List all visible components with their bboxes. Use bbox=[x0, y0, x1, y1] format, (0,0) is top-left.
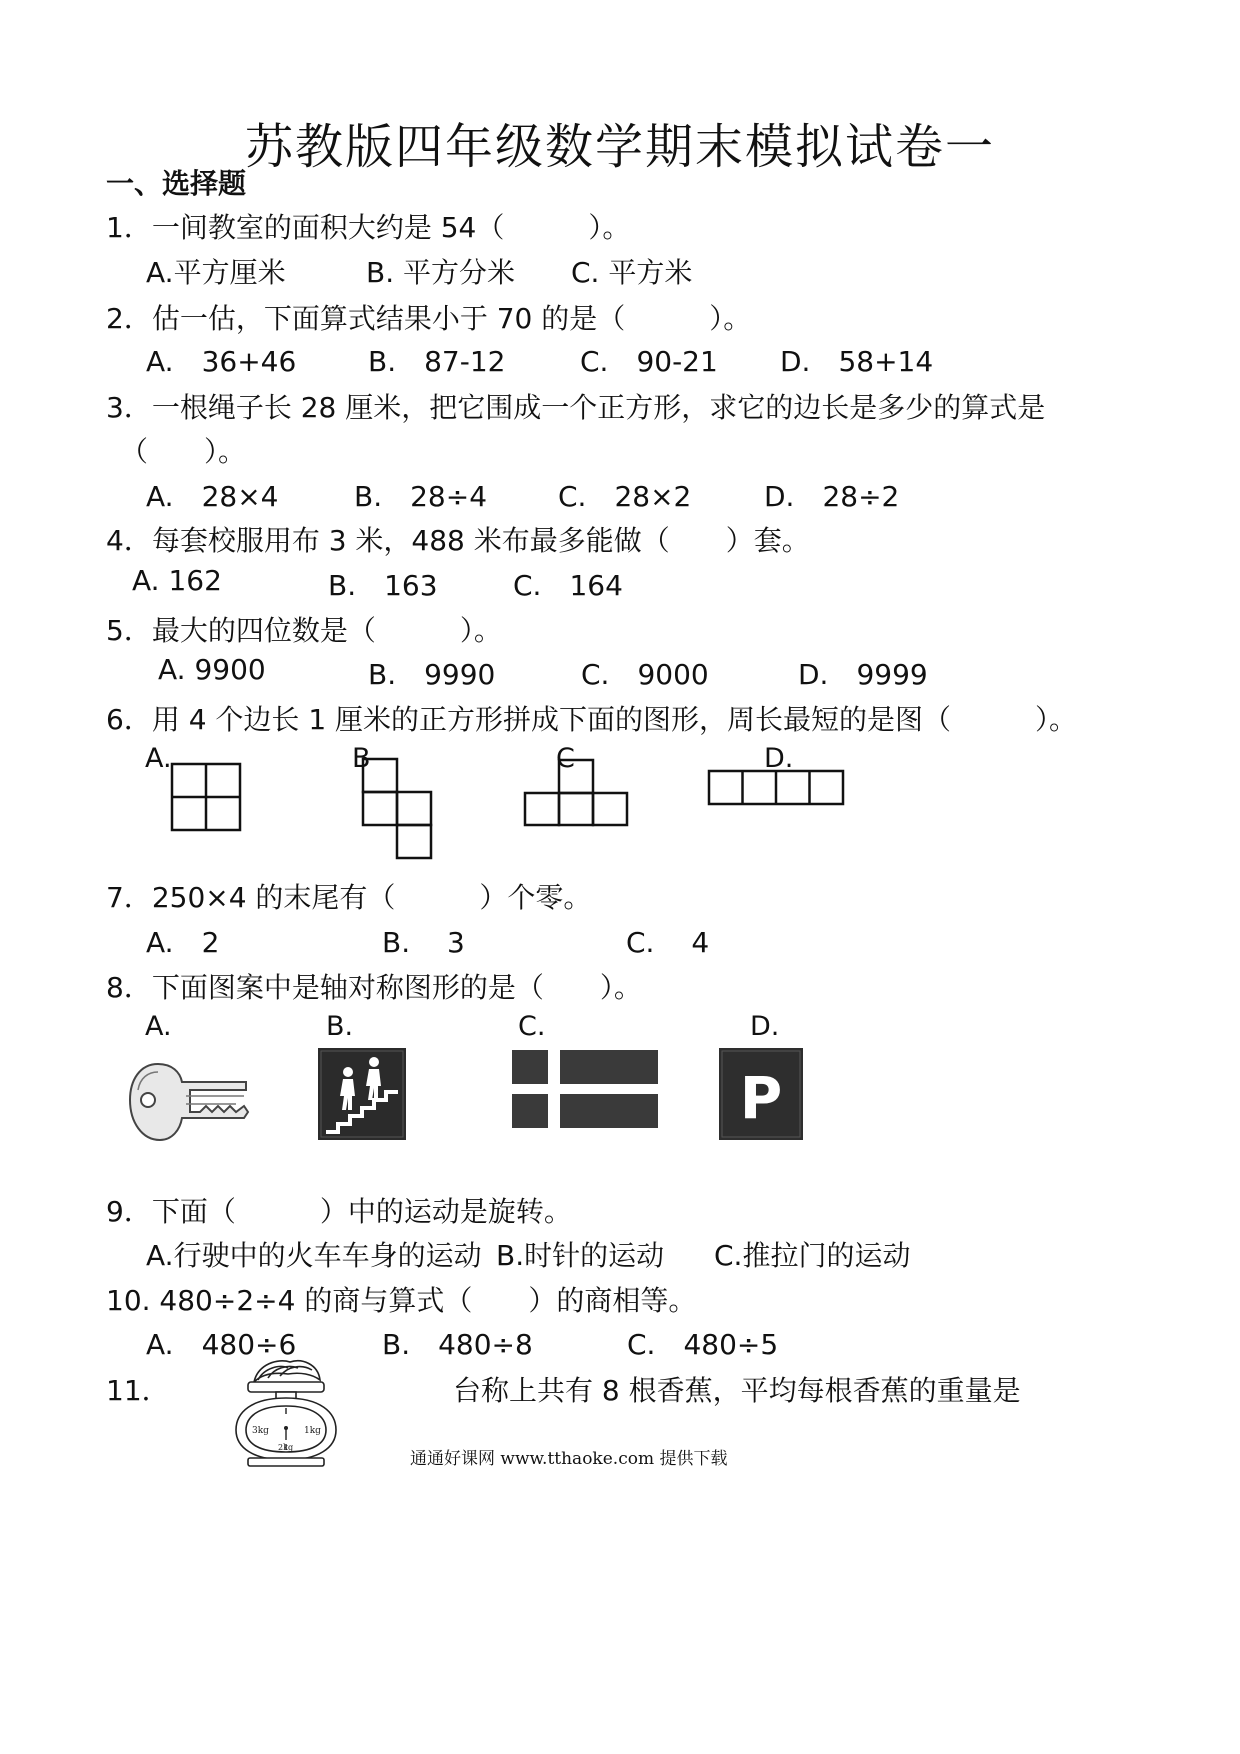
scale-with-bananas-icon bbox=[232, 1356, 340, 1468]
question-6-label-a: A. bbox=[145, 743, 172, 774]
question-8-label-c: C. bbox=[518, 1011, 546, 1042]
question-3-stem: 3．一根绳子长 28 厘米，把它围成一个正方形，求它的边长是多少的算式是 bbox=[106, 391, 1046, 424]
question-6-stem: 6．用 4 个边长 1 厘米的正方形拼成下面的图形，周长最短的是图（ ）。 bbox=[106, 703, 1078, 736]
scale-label-left: 3kg bbox=[252, 1426, 269, 1436]
question-3-option-a: A. 28×4 bbox=[146, 480, 279, 513]
question-2-option-b: B. 87-12 bbox=[368, 345, 506, 378]
question-2-stem: 2．估一估，下面算式结果小于 70 的是（ ）。 bbox=[106, 302, 752, 335]
question-4-option-c: C. 164 bbox=[513, 569, 623, 602]
question-10-option-c: C. 480÷5 bbox=[627, 1328, 779, 1361]
question-7-stem: 7．250×4 的末尾有（ ）个零。 bbox=[106, 881, 592, 914]
question-6-label-d: D. bbox=[764, 743, 794, 774]
question-4-option-a: A. 162 bbox=[132, 564, 222, 597]
section-heading: 一、选择题 bbox=[106, 167, 247, 200]
footer-source: 通通好课网 www.tthaoke.com 提供下载 bbox=[410, 1449, 728, 1469]
question-3-option-d: D. 28÷2 bbox=[764, 480, 900, 513]
shape-d-row-of-four bbox=[707, 769, 847, 807]
question-5-option-d: D. 9999 bbox=[798, 658, 928, 691]
question-7-option-c: C. 4 bbox=[626, 926, 710, 959]
question-3-option-b: B. 28÷4 bbox=[354, 480, 488, 513]
question-7-option-b: B. 3 bbox=[382, 926, 465, 959]
question-1-option-a: A.平方厘米 bbox=[146, 256, 286, 289]
flag-icon bbox=[510, 1048, 660, 1132]
question-11-stem: 台称上共有 8 根香蕉，平均每根香蕉的重量是 bbox=[453, 1374, 1021, 1407]
question-2-option-d: D. 58+14 bbox=[780, 345, 934, 378]
question-1-stem: 1．一间教室的面积大约是 54（ ）。 bbox=[106, 211, 631, 244]
question-10-option-b: B. 480÷8 bbox=[382, 1328, 533, 1361]
question-5-option-b: B. 9990 bbox=[368, 658, 496, 691]
question-8-label-b: B. bbox=[326, 1011, 354, 1042]
question-5-option-a: A. 9900 bbox=[158, 653, 266, 686]
question-9-option-a: A.行驶中的火车车身的运动 bbox=[146, 1239, 482, 1272]
question-9-option-c: C.推拉门的运动 bbox=[714, 1239, 911, 1272]
question-1-option-b: B. 平方分米 bbox=[366, 256, 516, 289]
scale-label-bottom: 2kg bbox=[278, 1443, 294, 1452]
question-5-option-c: C. 9000 bbox=[581, 658, 709, 691]
question-8-stem: 8．下面图案中是轴对称图形的是（ ）。 bbox=[106, 971, 642, 1004]
question-11-number: 11． bbox=[106, 1374, 170, 1407]
question-3-stem-cont: （ ）。 bbox=[120, 435, 247, 468]
page-title: 苏教版四年级数学期末模拟试卷一 bbox=[244, 119, 995, 175]
parking-sign-icon bbox=[719, 1048, 803, 1140]
question-2-option-c: C. 90-21 bbox=[580, 345, 718, 378]
question-1-option-c: C. 平方米 bbox=[571, 256, 693, 289]
parking-letter: P bbox=[739, 1064, 783, 1132]
question-8-label-a: A. bbox=[145, 1011, 172, 1042]
scale-label-right: 1kg bbox=[304, 1426, 321, 1436]
question-3-option-c: C. 28×2 bbox=[558, 480, 692, 513]
question-2-option-a: A. 36+46 bbox=[146, 345, 297, 378]
stairs-sign-icon bbox=[318, 1048, 406, 1140]
question-9-option-b: B.时针的运动 bbox=[496, 1239, 665, 1272]
question-6-label-b: B bbox=[352, 743, 371, 774]
question-9-stem: 9．下面（ ）中的运动是旋转。 bbox=[106, 1195, 572, 1228]
question-7-option-a: A. 2 bbox=[146, 926, 220, 959]
question-6-label-c: C bbox=[556, 743, 575, 774]
question-4-stem: 4．每套校服用布 3 米，488 米布最多能做（ ）套。 bbox=[106, 524, 810, 557]
question-8-label-d: D. bbox=[750, 1011, 780, 1042]
question-5-stem: 5．最大的四位数是（ ）。 bbox=[106, 614, 502, 647]
question-4-option-b: B. 163 bbox=[328, 569, 438, 602]
shape-c-t-shape bbox=[523, 758, 631, 828]
question-10-stem: 10. 480÷2÷4 的商与算式（ ）的商相等。 bbox=[106, 1284, 697, 1317]
shape-b-staircase bbox=[361, 757, 435, 861]
key-icon bbox=[126, 1060, 252, 1144]
question-10-option-a: A. 480÷6 bbox=[146, 1328, 297, 1361]
shape-a-2x2-square bbox=[170, 762, 244, 832]
